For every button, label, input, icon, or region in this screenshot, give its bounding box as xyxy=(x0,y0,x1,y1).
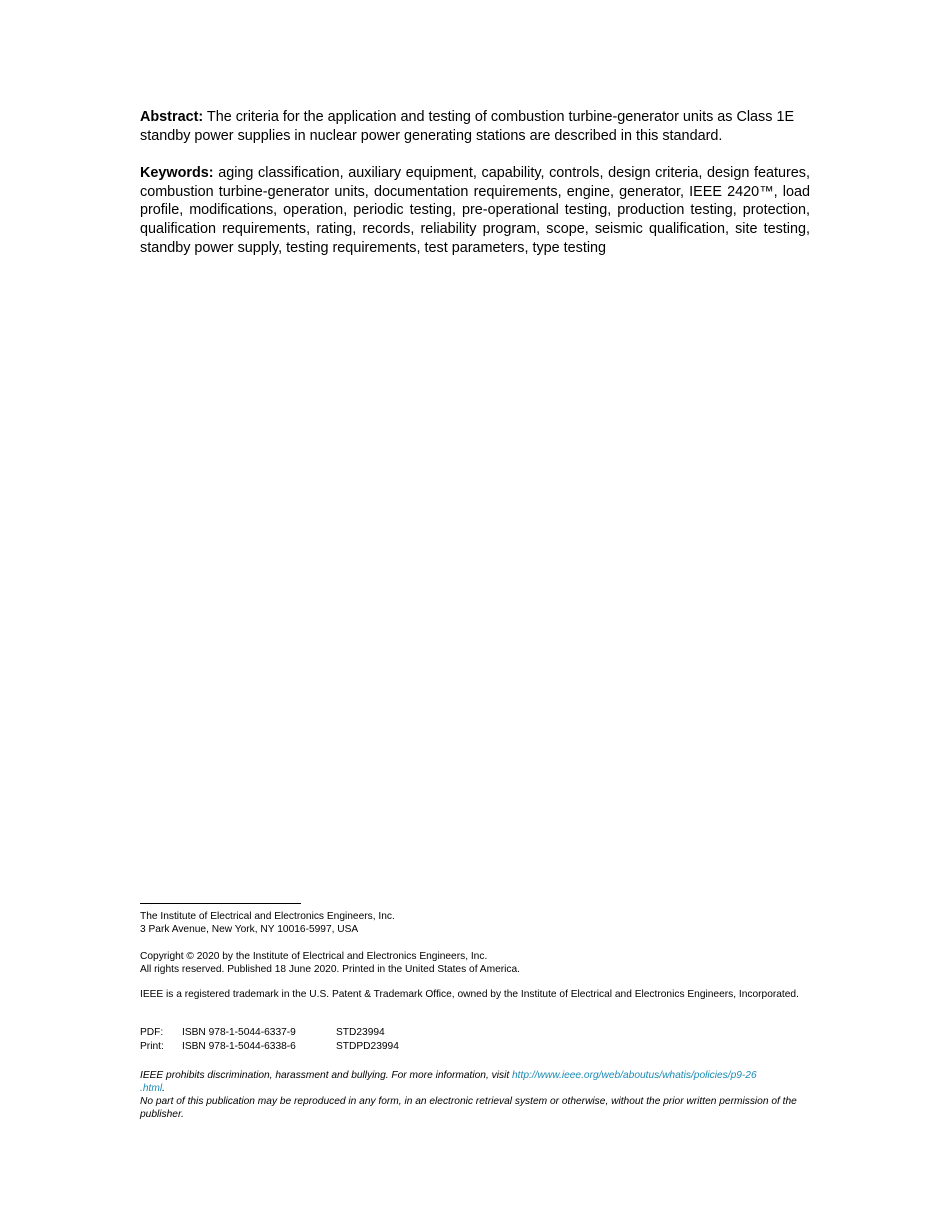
copyright-line-1: Copyright © 2020 by the Institute of Electrical and Electronics Engineers, Inc. xyxy=(140,951,488,962)
isbn-number: ISBN 978-1-5044-6338-6 xyxy=(182,1040,296,1052)
trademark-block xyxy=(140,988,810,1001)
abstract-paragraph xyxy=(140,108,810,146)
copyright-line-2: All rights reserved. Published 18 June 2020. Printed in the United States of America. xyxy=(140,964,520,975)
reproduction-notice: No part of this publication may be reproduced in any form, in an electronic retrieval system or otherwise, without the prior written permission of the publisher. xyxy=(140,1096,797,1120)
trademark-text: IEEE is a registered trademark in the U.S. Patent & Trademark Office, owned by the Institute of Electrical and Electronics Engineers, Incorporated. xyxy=(140,989,799,1000)
footnote-divider xyxy=(140,903,301,904)
publisher-name: The Institute of Electrical and Electronics Engineers, Inc. xyxy=(140,911,395,922)
isbn-format: PDF: xyxy=(140,1027,164,1038)
isbn-row-print xyxy=(140,1040,810,1054)
policy-notice xyxy=(140,1069,810,1095)
isbn-row-pdf xyxy=(140,1026,810,1040)
policy-link-line-2: .html xyxy=(140,1083,163,1094)
policy-text: IEEE prohibits discrimination, harassment and bullying. For more information, visit xyxy=(140,1070,512,1081)
policy-link-line-1: http://www.ieee.org/web/aboutus/whatis/policies/p9-26 xyxy=(512,1070,757,1081)
policy-text-end: . xyxy=(162,1083,165,1094)
isbn-code: STD23994 xyxy=(336,1027,385,1038)
isbn-format: Print: xyxy=(140,1040,164,1052)
publisher-block xyxy=(140,910,810,936)
keywords-paragraph xyxy=(140,164,810,258)
keywords-label: Keywords: xyxy=(140,165,214,181)
policy-block xyxy=(140,1069,810,1121)
isbn-code: STDPD23994 xyxy=(336,1040,399,1052)
copyright-block xyxy=(140,950,810,976)
publisher-address: 3 Park Avenue, New York, NY 10016-5997, USA xyxy=(140,924,359,935)
isbn-block xyxy=(140,1026,810,1053)
document-page xyxy=(140,0,810,1230)
isbn-number: ISBN 978-1-5044-6337-9 xyxy=(182,1027,296,1038)
keywords-text: aging classification, auxiliary equipment, capability, controls, design criteria, design features, combustion turbine-generator units, documentation requirements, engine, generator, IEEE 2420™, load profile, modifications, operation, periodic testing, pre-operational testing, production testing, protection, qualification requirements, rating, records, reliability program, scope, seismic qualification, site testing, standby power supply, testing requirements, test parameters, type testing xyxy=(140,165,810,256)
abstract-label: Abstract: xyxy=(140,109,204,125)
abstract-text: The criteria for the application and testing of combustion turbine-generator units as Class 1E standby power supplies in nuclear power generating stations are described in this standard. xyxy=(140,109,795,144)
